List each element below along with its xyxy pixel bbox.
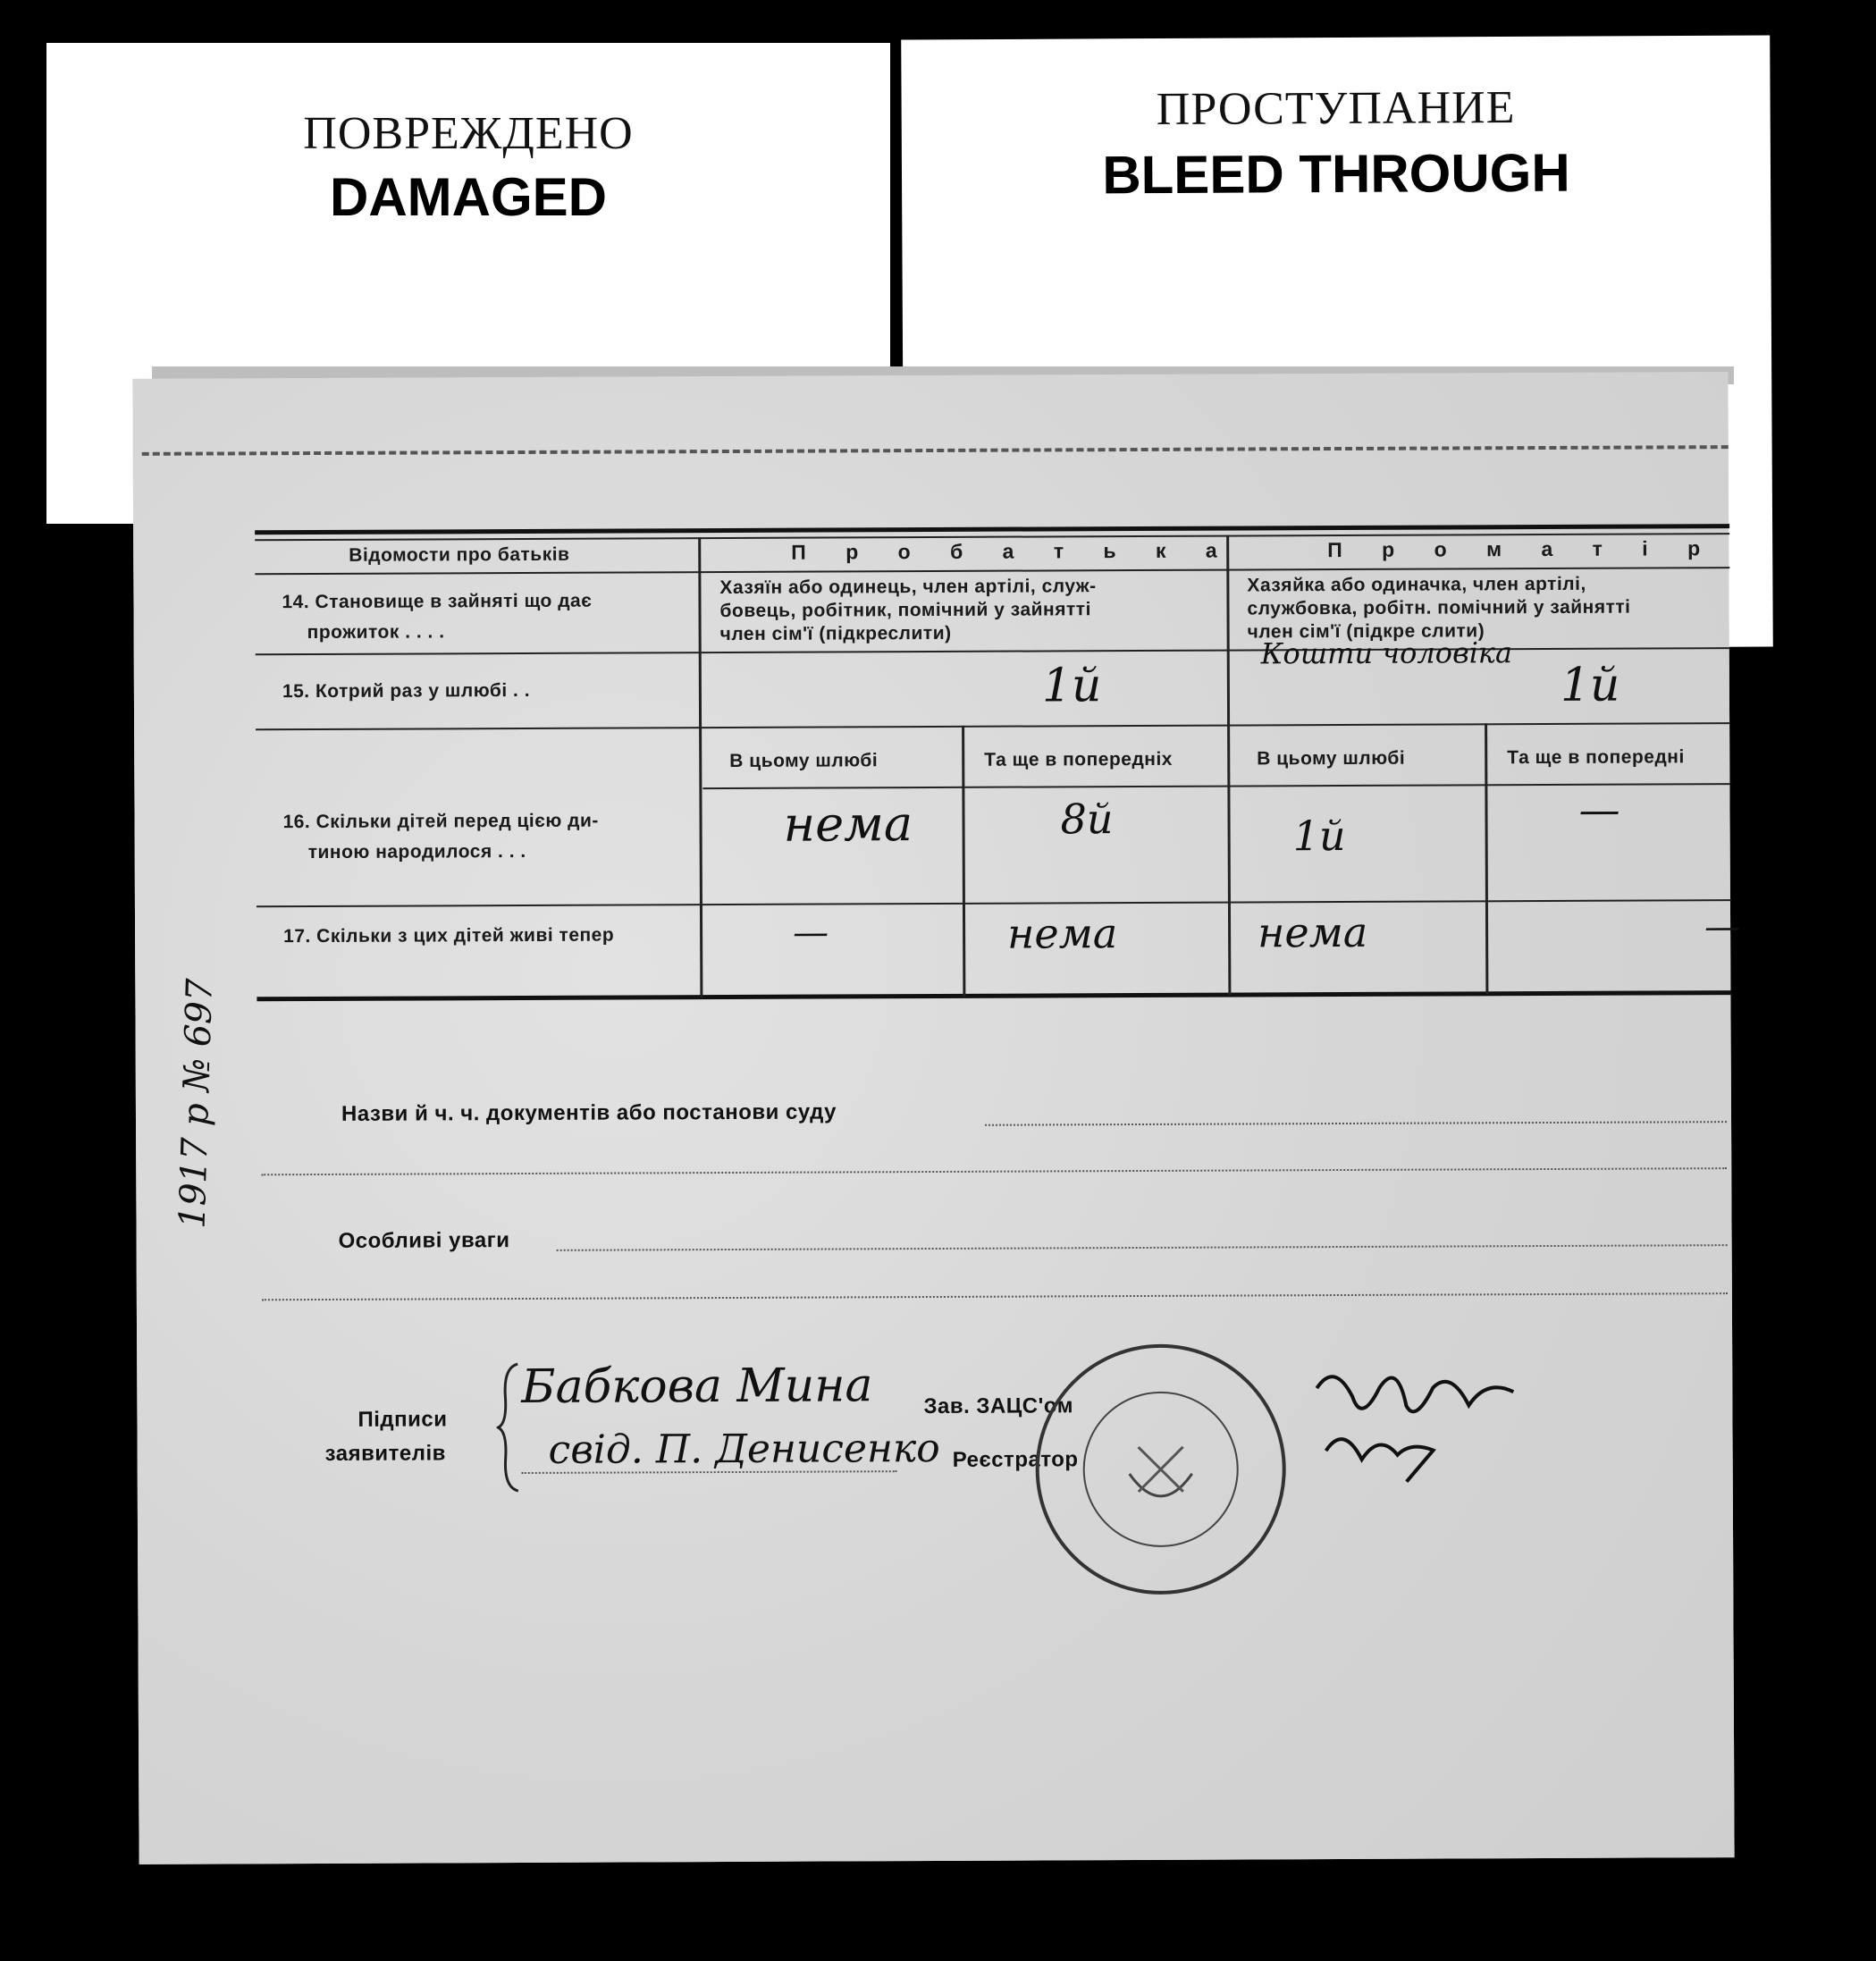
documents-dotted-line — [261, 1167, 1727, 1175]
row14-father-line: член сім'ї (підкреслити) — [719, 622, 952, 645]
table-bottom-rule — [257, 990, 1731, 1001]
bleed-through-label-en: BLEED THROUGH — [1102, 142, 1570, 206]
table-col-divider — [962, 726, 965, 997]
row14-label-cont: прожиток . . . . — [307, 621, 445, 644]
row16-handwriting: 8й — [1060, 795, 1114, 844]
official-seal — [1031, 1339, 1291, 1599]
table-col-divider — [1485, 723, 1488, 994]
header-parents-info: Відомости про батьків — [349, 543, 570, 566]
row17-handwriting: — — [1704, 906, 1741, 948]
remarks-label: Особливі уваги — [338, 1228, 510, 1253]
table-row-rule — [257, 899, 1731, 907]
parents-info-table — [255, 524, 1741, 1022]
applicant-signature: Бабкова Мина — [521, 1359, 873, 1415]
table-row-rule — [256, 722, 1730, 730]
row16-handwriting: — — [1578, 785, 1620, 834]
row15-label: 15. Котрий раз у шлюбі . . — [282, 679, 531, 703]
zags-head-label: Зав. ЗАЦС'ом — [923, 1393, 1073, 1419]
signature-dotted-line — [522, 1470, 897, 1474]
table-col-divider — [698, 537, 702, 997]
remarks-dotted-line — [262, 1292, 1728, 1300]
table-col-divider — [1226, 535, 1231, 996]
row16-label-cont: тиною народилося . . . — [307, 840, 526, 863]
table-subheader-rule — [702, 783, 1730, 789]
row14-father-line: бовець, робітник, помічний у зайнятті — [719, 599, 1091, 622]
row14-mother-handwriting: Кошти чоловіка — [1260, 635, 1513, 671]
row17-label: 17. Скільки з цих дітей живі тепер — [283, 924, 615, 947]
row14-mother-line: член сім'ї (підкре слити) — [1247, 620, 1485, 643]
subheader-father-previous: Та ще в попередніх — [984, 748, 1174, 770]
row16-handwriting: 1й — [1292, 811, 1346, 861]
documents-dotted-line — [985, 1121, 1727, 1126]
row14-label: 14. Становище в зайняті що дає — [282, 590, 593, 613]
registrar-label: Реєстратор — [952, 1447, 1079, 1472]
damaged-label-en: DAMAGED — [330, 167, 607, 227]
row14-father-line: Хазяїн або одинець, член артілі, служ- — [719, 576, 1097, 599]
row17-handwriting: нема — [1257, 907, 1368, 957]
row14-mother-line: службовка, робітн. помічний у зайнятті — [1247, 596, 1631, 619]
remarks-dotted-line — [557, 1244, 1728, 1251]
subheader-mother-previous: Та ще в попередні — [1507, 746, 1685, 769]
registrar-signature — [1299, 1351, 1532, 1486]
perforation-line — [142, 445, 1729, 456]
signature-brace — [496, 1360, 524, 1494]
row17-handwriting: нема — [1006, 909, 1118, 958]
documents-label: Назви й ч. ч. документів або постанови суду — [341, 1099, 837, 1126]
row16-handwriting: нема — [783, 795, 913, 853]
signatures-label-cont: заявителів — [324, 1441, 446, 1466]
row16-label: 16. Скільки дітей перед цією ди- — [282, 810, 599, 833]
row15-father-handwriting: 1й — [1041, 659, 1102, 713]
row17-handwriting: — — [792, 912, 829, 954]
row14-mother-line: Хазяйка або одиначка, член артілі, — [1247, 573, 1586, 596]
subheader-mother-this-marriage: В цьому шлюбі — [1257, 747, 1406, 770]
row15-mother-handwriting: 1й — [1560, 658, 1620, 712]
margin-note: 1917 р № 697 — [172, 978, 222, 1230]
record-sheet — [132, 372, 1741, 1864]
witness-signature: свід. П. Денисенко — [548, 1425, 940, 1473]
subheader-father-this-marriage: В цьому шлюбі — [729, 750, 879, 771]
signatures-label: Підписи — [358, 1407, 448, 1432]
header-about-father: П р о б а т ь к а — [791, 538, 1234, 564]
header-about-mother: П р о м а т і р — [1327, 536, 1718, 562]
bleed-through-label-ru: ПРОСТУПАНИЕ — [1156, 81, 1516, 136]
damaged-label-ru: ПОВРЕЖДЕНО — [303, 108, 634, 159]
